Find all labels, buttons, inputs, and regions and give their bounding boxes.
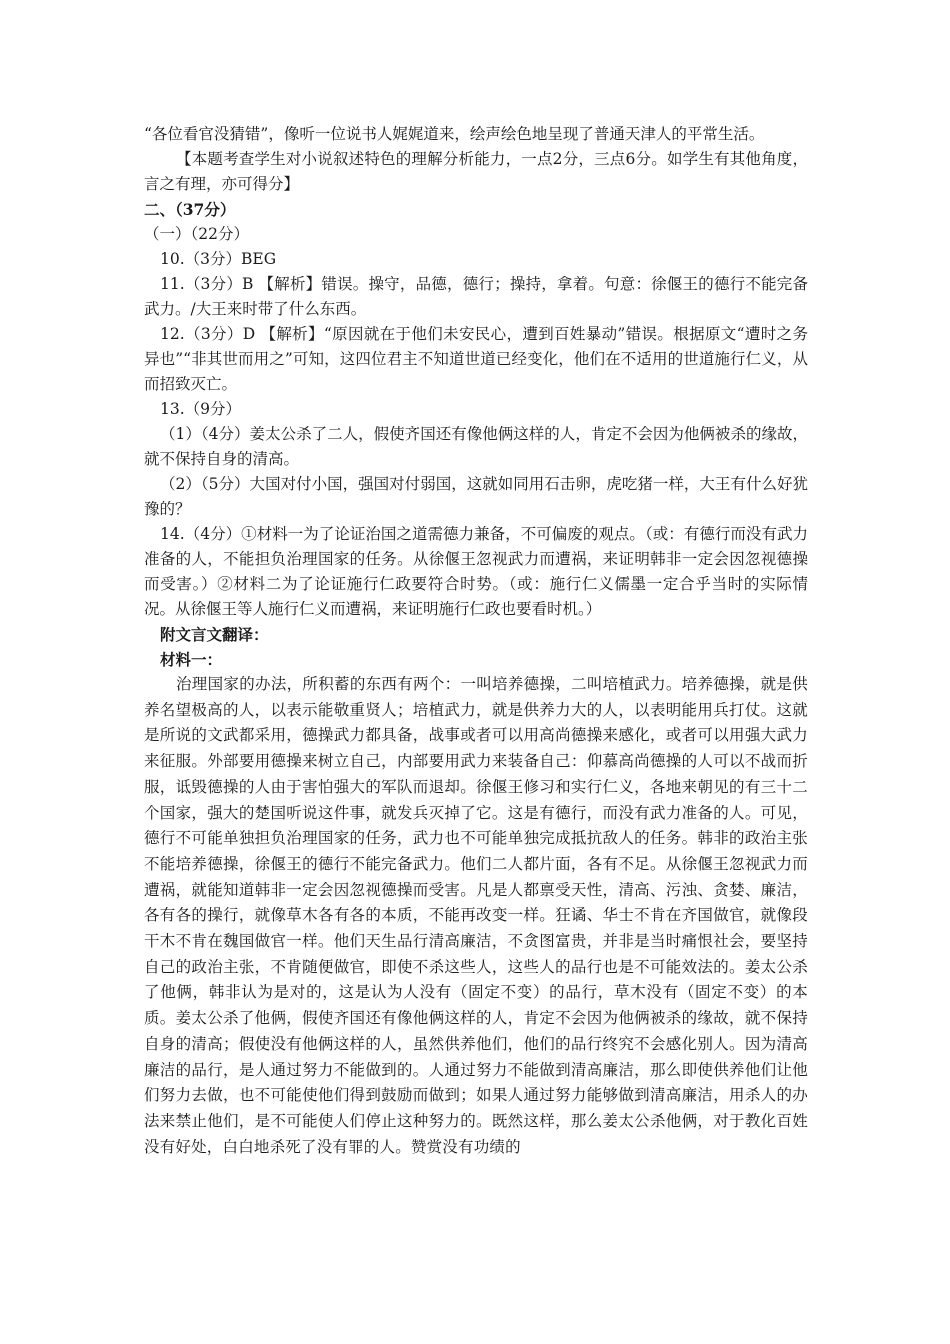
answer-q13-part1: （1）（4分）姜太公杀了二人，假使齐国还有像他俩这样的人，肯定不会因为他俩被杀的缘故，就不保持自身的清高。	[144, 425, 808, 468]
answer-q12: 12.（3分）D 【解析】“原因就在于他们未安民心，遭到百姓暴动”错误。根据原文“遭时之务异也”“非其世而用之”可知，这四位君主不知道世道已经变化，他们在不适用的世道施行仁义，从而招致灭亡。	[144, 325, 808, 393]
answer-text-line: “各位看官没猜错”，像听一位说书人娓娓道来，绘声绘色地呈现了普通天津人的平常生活。	[144, 125, 765, 143]
answer-q10: 10.（3分）BEG	[160, 250, 277, 268]
material1-label: 材料一：	[160, 650, 223, 669]
section-heading: 二、（37分）	[144, 200, 236, 219]
material1-translation: 治理国家的办法，所积蓄的东西有两个：一叫培养德操，二叫培植武力。培养德操，就是供养名望极高的人，以表示能敬重贤人；培植武力，就是供养力大的人，以表明能用兵打仗。这就是所说的文武都采用，德操武力都具备，战事或者可以用高尚德操来感化，或者可以用强大武力来征服。外部要用德操来树立自己，内部要用武力来装备自己：仰慕高尚德操的人可以不战而折服，诋毁德操的人由于害怕强大的军队而退却。徐偃王修习和实行仁义，各地来朝见的有三十二个国家，强大的楚国听说这件事，就发兵灭掉了它。这是有德行，而没有武力准备的人。可见，德行不可能单独担负治理国家的任务，武力也不可能单独完成抵抗敌人的任务。韩非的政治主张不能培养德操，徐偃王的德行不能完备武力。他们二人都片面，各有不足。从徐偃王忽视武力而遭祸，就能知道韩非一定会因忽视德操而受害。凡是人都禀受天性，清高、污浊、贪婪、廉洁，各有各的操行，就像草木各有各的本质，不能再改变一样。狂谲、华士不肯在齐国做官，就像段干木不肯在魏国做官一样。他们天生品行清高廉洁，不贪图富贵，并非是当时痛恨社会，要坚持自己的政治主张，不肯随便做官，即使不杀这些人，这些人的品行也是不可能效法的。姜太公杀了他俩，韩非认为是对的，这是认为人没有（固定不变）的品行，草木没有（固定不变）的本质。姜太公杀了他俩，假使齐国还有像他俩这样的人，肯定不会因为他俩被杀的缘故，就不保持自身的清高；假使没有他俩这样的人，虽然供养他们，他们的品行终究不会感化别人。因为清高廉洁的品行，是人通过努力不能做到的。人通过努力不能做到清高廉洁，那么即使供养他们让他们努力去做，也不可能使他们得到鼓励而做到；如果人通过努力能够做到清高廉洁，用杀人的办法来禁止他们，是不可能使人们停止这种努力的。既然这样，那么姜太公杀他俩，对于教化百姓没有好处，白白地杀死了没有罪的人。赞赏没有功绩的	[144, 675, 808, 1156]
answer-q14: 14.（4分）①材料一为了论证治国之道需德力兼备，不可偏废的观点。（或：有德行而没有武力准备的人，不能担负治理国家的任务。从徐偃王忽视武力而遭祸，来证明韩非一定会因忽视德操而受害。）②材料二为了论证施行仁政要符合时势。（或：施行仁义儒墨一定合乎当时的实际情况。从徐偃王等人施行仁义而遭祸，来证明施行仁政也要看时机。）	[144, 525, 808, 618]
answer-q13-part2: （2）（5分）大国对付小国，强国对付弱国，这就如同用石击卵，虎吃猪一样，大王有什么好犹豫的？	[144, 475, 808, 518]
answer-q11: 11.（3分）B 【解析】错误。操守，品德，德行；操持，拿着。句意：徐偃王的德行不能完备武力。/大王来时带了什么东西。	[144, 275, 808, 318]
document-page	[144, 122, 808, 1160]
subsection-heading: （一）（22分）	[144, 225, 249, 243]
translation-title: 附文言文翻译：	[160, 625, 269, 644]
scoring-note: 【本题考查学生对小说叙述特色的理解分析能力，一点2分，三点6分。如学生有其他角度，言之有理，亦可得分】	[144, 150, 808, 193]
answer-q13: 13.（9分）	[160, 400, 242, 418]
